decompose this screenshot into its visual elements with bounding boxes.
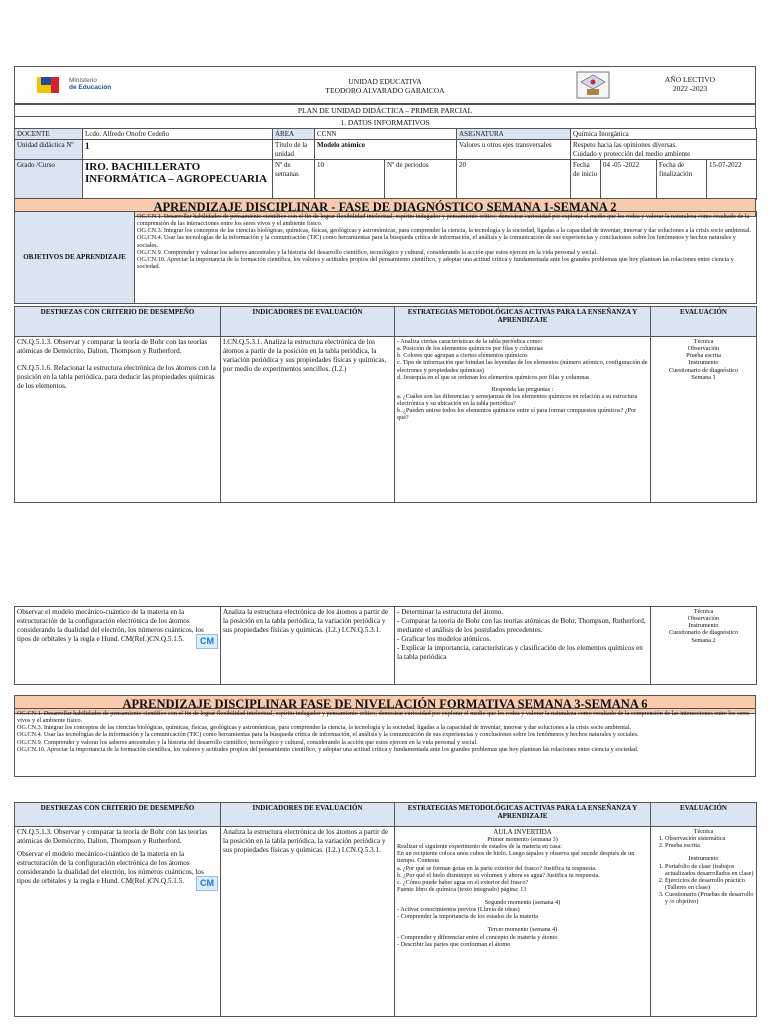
objetivo-item: OG.CN.9. Comprender y valorar los saberes ancestrales y la historia del desarrollo científico, tecnológico y cultural, considerando la acción que estos ejercen en la vida personal y social. xyxy=(17,738,478,746)
destrezas-table-3 xyxy=(14,802,757,1017)
document-header xyxy=(14,66,756,104)
indicador-cell: I.CN.Q.5.3.1. Analiza la estructura electrónica de los átomos a partir de la posición en la tabla periódica, la variación periódica y sus propiedades físicas y químicas, por medio de experimentos sencillos. (I.2.) xyxy=(221,337,395,503)
momento-line: - Describir las partes que conforman el átomo xyxy=(397,940,511,948)
momento-line: b. ¿Por qué el hielo disminuye su volumen y ahora es agua? Justifica tu respuesta. xyxy=(397,871,600,879)
objetivo-item: OG.CN.3. Integrar los conceptos de las ciencias biológicas, químicas, físicas, geológicas y astronómicas, para comprender la ciencia, la tecnología y la sociedad, ligadas a la capacidad de inventar, innovar y dar soluciones a la crisis socio ambiental. xyxy=(137,227,751,235)
evaluacion-cell xyxy=(651,827,757,1017)
cm-badge-icon: CM xyxy=(196,634,218,649)
objetivo-item: OG.CN.9. Comprender y valorar los saberes ancestrales y la historia del desarrollo científico, tecnológico y cultural, considerando la acción que estos ejercen en la vida personal y social. xyxy=(137,248,598,256)
col-indicadores-header: INDICADORES DE EVALUACIÓN xyxy=(221,803,395,827)
col-estrategias-header: ESTRATEGIAS METODOLÓGICAS ACTIVAS PARA LA ENSEÑANZA Y APRENDIZAJE xyxy=(395,307,651,337)
instrumento-item: 3. Cuestionario (Pruebas de desarrollo y /o objetivo) xyxy=(665,891,754,905)
pregunta-item: a. ¿Cuáles son las diferencias y semejanzas de los elementos químicos en relación a su estructura electrónica y su ubicación en la tabla periódica? xyxy=(397,392,638,407)
valores-cell xyxy=(571,140,757,160)
nivelacion-banner: APRENDIZAJE DISCIPLINAR FASE DE NIVELACIÓN FORMATIVA SEMANA 3-SEMANA 6 xyxy=(14,695,756,714)
col-destrezas-header: DESTREZAS CON CRITERIO DE DESEMPEÑO xyxy=(15,307,221,337)
ministry-emblem-icon xyxy=(37,75,65,95)
datos-informativos-table xyxy=(14,128,757,200)
datos-informativos-title: 1. DATOS INFORMATIVOS xyxy=(15,117,756,129)
valores-value-2: Cuidado y protección del medio ambiente xyxy=(573,149,691,158)
evaluacion-cell xyxy=(651,607,757,685)
fin-label: Fecha de finalización xyxy=(657,160,707,200)
indicador-cell: Analiza la estructura electrónica de los átomos a partir de la posición en la tabla periódica, la variación periódica y sus propiedades físicas y químicas. (I.2.) I.CN.Q.5.3.1. xyxy=(221,607,395,685)
fin-value: 15-07-2022 xyxy=(707,160,757,200)
titulo-value: Modelo atómico xyxy=(315,140,457,160)
momento-line: a. ¿Por qué se forman gotas en la parte exterior del frasco? Justifica tu respuesta. xyxy=(397,864,597,872)
momento-line: c. ¿Cómo puede haber agua en el exterior del frasco? xyxy=(397,878,529,886)
estrategia-item: - Comparar la teoría de Bohr con las teorías atómicas de Bohr, Thompson, Rutherford, mediante el análisis de los postulados precedentes. xyxy=(397,617,646,634)
segundo-momento-label: Segundo momento (semana 4) xyxy=(484,899,561,907)
estrategia-item: d. Jerarquía en el que se ordenan los elementos químicos por filas y columnas xyxy=(397,373,590,381)
destreza-cell xyxy=(15,607,221,685)
tercer-momento-label: Tercer momento (semana 4) xyxy=(487,926,558,934)
school-name-line2: TEODORO ALVARADO GARAICOA xyxy=(325,86,445,95)
estrategia-item: c. Tipo de información que brindan las leyendas de los elementos (número atómico, configuración de electrones y propiedades químicas) xyxy=(397,359,648,374)
destrezas-table-2 xyxy=(14,606,757,685)
col-destrezas-header: DESTREZAS CON CRITERIO DE DESEMPEÑO xyxy=(15,803,221,827)
destrezas-table-1 xyxy=(14,306,757,503)
estrategias-cell xyxy=(395,827,651,1017)
evaluacion-item: Semana 1 xyxy=(691,373,716,381)
evaluacion-item: Cuestionario de diagnóstico xyxy=(668,629,739,637)
tecnica-item: 2. Prueba escrita xyxy=(665,842,754,849)
periodos-value: 20 xyxy=(457,160,571,200)
objetivos-list xyxy=(135,212,757,304)
destreza-item: Observar el modelo mecánico-cuántico de la materia en la estructuración de la configuración electrónica de los átomos considerando la dualidad del electrón, los números cuánticos, los tipos de orbitales y la regla e Hund. CM(Ref.)CN.Q.5.1.5. xyxy=(17,850,204,885)
tecnica-label: Técnica xyxy=(693,828,714,835)
area-label: ÁREA xyxy=(273,129,315,140)
school-crest-logo xyxy=(575,70,611,100)
plan-title: PLAN DE UNIDAD DIDÁCTICA – PRIMER PARCIAL xyxy=(15,105,756,117)
objetivos-list xyxy=(15,709,756,777)
ministry-name-line2: de Educación xyxy=(69,84,112,92)
grado-value: IRO. BACHILLERATO INFORMÁTICA – AGROPECUARIA xyxy=(83,160,273,200)
semanas-label: Nº de semanas xyxy=(273,160,315,200)
objetivo-item: OG.CN.4. Usar las tecnologías de la información y la comunicación (TIC) como herramientas para la búsqueda crítica de información, el análisis y la comunicación de sus experiencias y conclusiones sobre los fenómenos y hechos naturales y sociales. xyxy=(137,234,736,249)
titulo-label: Título de la unidad xyxy=(273,140,315,160)
destrezas-cell xyxy=(15,827,221,1017)
momento-line: - Activar conocimientos previos (Lluvia de ideas) xyxy=(397,906,520,914)
estrategia-item: - Explicar la importancia, características y clasificación de los elementos químicos en la tabla periódica xyxy=(397,644,643,661)
instrumento-item: 1. Portafolio de clase (trabajos actualizados desarrollados en clase) xyxy=(665,863,754,877)
indicador-cell: Analiza la estructura electrónica de los átomos a partir de la posición en la tabla periódica, la variación periódica y sus propiedades físicas y químicas. (I.2.) I.CN.Q.5.3.1. xyxy=(221,827,395,1017)
evaluacion-item: Prueba escrita xyxy=(686,352,721,360)
estrategias-cell xyxy=(395,607,651,685)
destrezas-cell xyxy=(15,337,221,503)
primer-momento-label: Primer momento (semana 3) xyxy=(487,836,558,844)
ministry-logo xyxy=(37,75,127,97)
momento-line: Fuente libro de química (texto integrado) página: 13 xyxy=(397,885,527,893)
unidad-label: Unidad didáctica Nº xyxy=(15,140,83,160)
destreza-item: CN.Q.5.1.3. Observar y comparar la teoría de Bohr con las teorías atómicas de Demócrito, Dalton, Thompson y Rutherford. xyxy=(17,338,208,355)
ministry-name-line1: Ministerio xyxy=(69,77,97,84)
estrategia-item: b. Colores que agrupan a ciertos elementos químicos xyxy=(397,352,528,360)
valores-label: Valores u otros ejes transversales xyxy=(457,140,571,160)
pregunta-item: b. ¿Pueden unirse todos los elementos químicos entre sí para formar compuestos químicos? ¿Por qué? xyxy=(397,407,637,422)
estrategia-item: - Analiza ciertas características de la tabla periódica como: xyxy=(397,338,543,345)
school-crest-icon xyxy=(575,70,611,100)
col-indicadores-header: INDICADORES DE EVALUACIÓN xyxy=(221,307,395,337)
destreza-item: CN.Q.5.1.3. Observar y comparar la teoría de Bohr con las teorías atómicas de Demócrito, Dalton, Thompson y Rutherford. xyxy=(17,828,208,845)
destreza-item: CN.Q.5.1.6. Relacionar la estructura electrónica de los átomos con la posición en la tabla periódica, para deducir las propiedades químicas de los elementos. xyxy=(17,364,216,390)
col-evaluacion-header: EVALUACIÓN xyxy=(651,803,757,827)
cm-badge-icon: CM xyxy=(196,876,218,891)
instrumento-label: Instrumento xyxy=(688,855,719,863)
responda-label: Responda las preguntas : xyxy=(491,385,554,393)
objetivos-label: OBJETIVOS DE APRENDIZAJE xyxy=(15,212,135,304)
docente-value: Lcdo. Alfredo Onofre Cedeño xyxy=(83,129,273,140)
objetivo-item: OG.CN.10. Apreciar la importancia de la formación científica, los valores y actitudes propios del pensamiento científico, y adoptar una actitud crítica y fundamentada ante los grandes problemas que hoy plantean las relaciones entre ciencia y sociedad. xyxy=(137,255,734,270)
inicio-label: Fecha de inicio xyxy=(571,160,601,200)
destreza-item: Observar el modelo mecánico-cuántico de la materia en la estructuración de la configuración electrónica de los átomos considerando la dualidad del electrón, los números cuánticos, los tipos de orbitales y la regla e Hund. CM(Ref.)CN.Q.5.1.5. xyxy=(17,608,204,643)
plan-title-table xyxy=(14,104,756,129)
school-year-value: 2022 -2023 xyxy=(672,84,708,94)
momento-line: En un recipiente coloca unos cubos de hielo. Luego tápalos y observa qué sucede después de un tiempo. Contesta xyxy=(397,850,635,865)
asignatura-label: ASIGNATURA xyxy=(457,129,571,140)
evaluacion-item: Técnica xyxy=(693,338,714,345)
objetivo-item: OG.CN.1. Desarrollar habilidades de pensamiento científico con el fin de lograr flexibilidad intelectual, espíritu indagador y pensamiento crítico; demostrar curiosidad por explorar el medio que les rodea y valorar la naturaleza como resultado de la comprensión de las interacciones entre los seres vivos y el ambiente físico. xyxy=(17,710,750,725)
estrategia-item: - Determinar la estructura del átomo. xyxy=(397,608,504,616)
area-value: CCNN xyxy=(315,129,457,140)
objetivo-item: OG.CN.3. Integrar los conceptos de las ciencias biológicas, químicas, físicas, geológicas y astronómicas, para comprender la ciencia, la tecnología y la sociedad, ligadas a la capacidad de inventar, innovar y dar soluciones a la crisis socio ambiental. xyxy=(17,724,631,732)
school-year-label: AÑO LECTIVO xyxy=(664,75,716,84)
diagnostico-banner: APRENDIZAJE DISCIPLINAR - FASE DE DIAGNÓSTICO SEMANA 1-SEMANA 2 xyxy=(14,198,756,217)
docente-label: DOCENTE xyxy=(15,129,83,140)
estrategia-item: - Graficar los modelos atómicos. xyxy=(397,635,492,643)
momento-line: - Comprender y diferenciar entre el concepto de materia y átomo xyxy=(397,933,558,941)
aula-invertida-title: AULA INVERTIDA xyxy=(493,828,552,836)
evaluacion-item: Técnica xyxy=(693,608,714,615)
tecnica-item: 1. Observación sistemática xyxy=(665,835,754,842)
evaluacion-cell xyxy=(651,337,757,503)
estrategias-cell xyxy=(395,337,651,503)
school-name-line1: UNIDAD EDUCATIVA xyxy=(348,77,422,86)
col-evaluacion-header: EVALUACIÓN xyxy=(651,307,757,337)
evaluacion-item: Observación xyxy=(687,345,720,353)
estrategia-item: a. Posición de los elementos químicos por filas y columnas xyxy=(397,345,544,353)
grado-label: Grado /Curso xyxy=(15,160,83,200)
col-estrategias-header: ESTRATEGIAS METODOLÓGICAS ACTIVAS PARA LA ENSEÑANZA Y APRENDIZAJE xyxy=(395,803,651,827)
evaluacion-item: Cuestionario de diagnóstico xyxy=(668,366,739,374)
objetivo-item: OG.CN.4. Usar las tecnologías de la información y la comunicación (TIC) como herramientas para la búsqueda crítica de información, el análisis y la comunicación de sus experiencias y conclusiones sobre los fenómenos y hechos naturales y sociales. xyxy=(17,731,639,739)
evaluacion-item: Instrumento xyxy=(688,359,719,367)
objetivos-table-2 xyxy=(14,708,756,777)
semanas-value: 10 xyxy=(315,160,385,200)
asignatura-value: Química Inorgánica xyxy=(571,129,757,140)
momento-line: - Comprender la importancia de los estados de la materia xyxy=(397,913,539,921)
objetivo-item: OG.CN.1. Desarrollar habilidades de pensamiento científico con el fin de lograr flexibilidad intelectual, espíritu indagador y pensamiento crítico; demostrar curiosidad por explorar el medio que les rodea y valorar la naturaleza como resultado de la comprensión de las interacciones entre los seres vivos y el ambiente físico. xyxy=(137,213,750,228)
objetivo-item: OG.CN.10. Apreciar la importancia de la formación científica, los valores y actitudes propios del pensamiento científico, y adoptar una actitud crítica y fundamentada ante los grandes problemas que hoy plantean las relaciones entre ciencia y sociedad. xyxy=(17,745,639,753)
momento-line: Realizar el siguiente experimento de estados de la materia en casa: xyxy=(397,843,562,851)
objetivos-table xyxy=(14,211,757,304)
evaluacion-item: Observación xyxy=(687,615,720,623)
evaluacion-item: Instrumento xyxy=(688,622,719,630)
periodos-label: Nº de periodos xyxy=(385,160,457,200)
unidad-value: 1 xyxy=(83,140,273,160)
instrumento-item: 2. Ejercicios de desarrollo práctico (Talleres en clase) xyxy=(665,877,754,891)
valores-value-1: Respeto hacia las opiniones diversas. xyxy=(573,141,678,150)
evaluacion-item: Semana 2 xyxy=(691,636,716,644)
inicio-value: 04 -05 -2022 xyxy=(601,160,657,200)
